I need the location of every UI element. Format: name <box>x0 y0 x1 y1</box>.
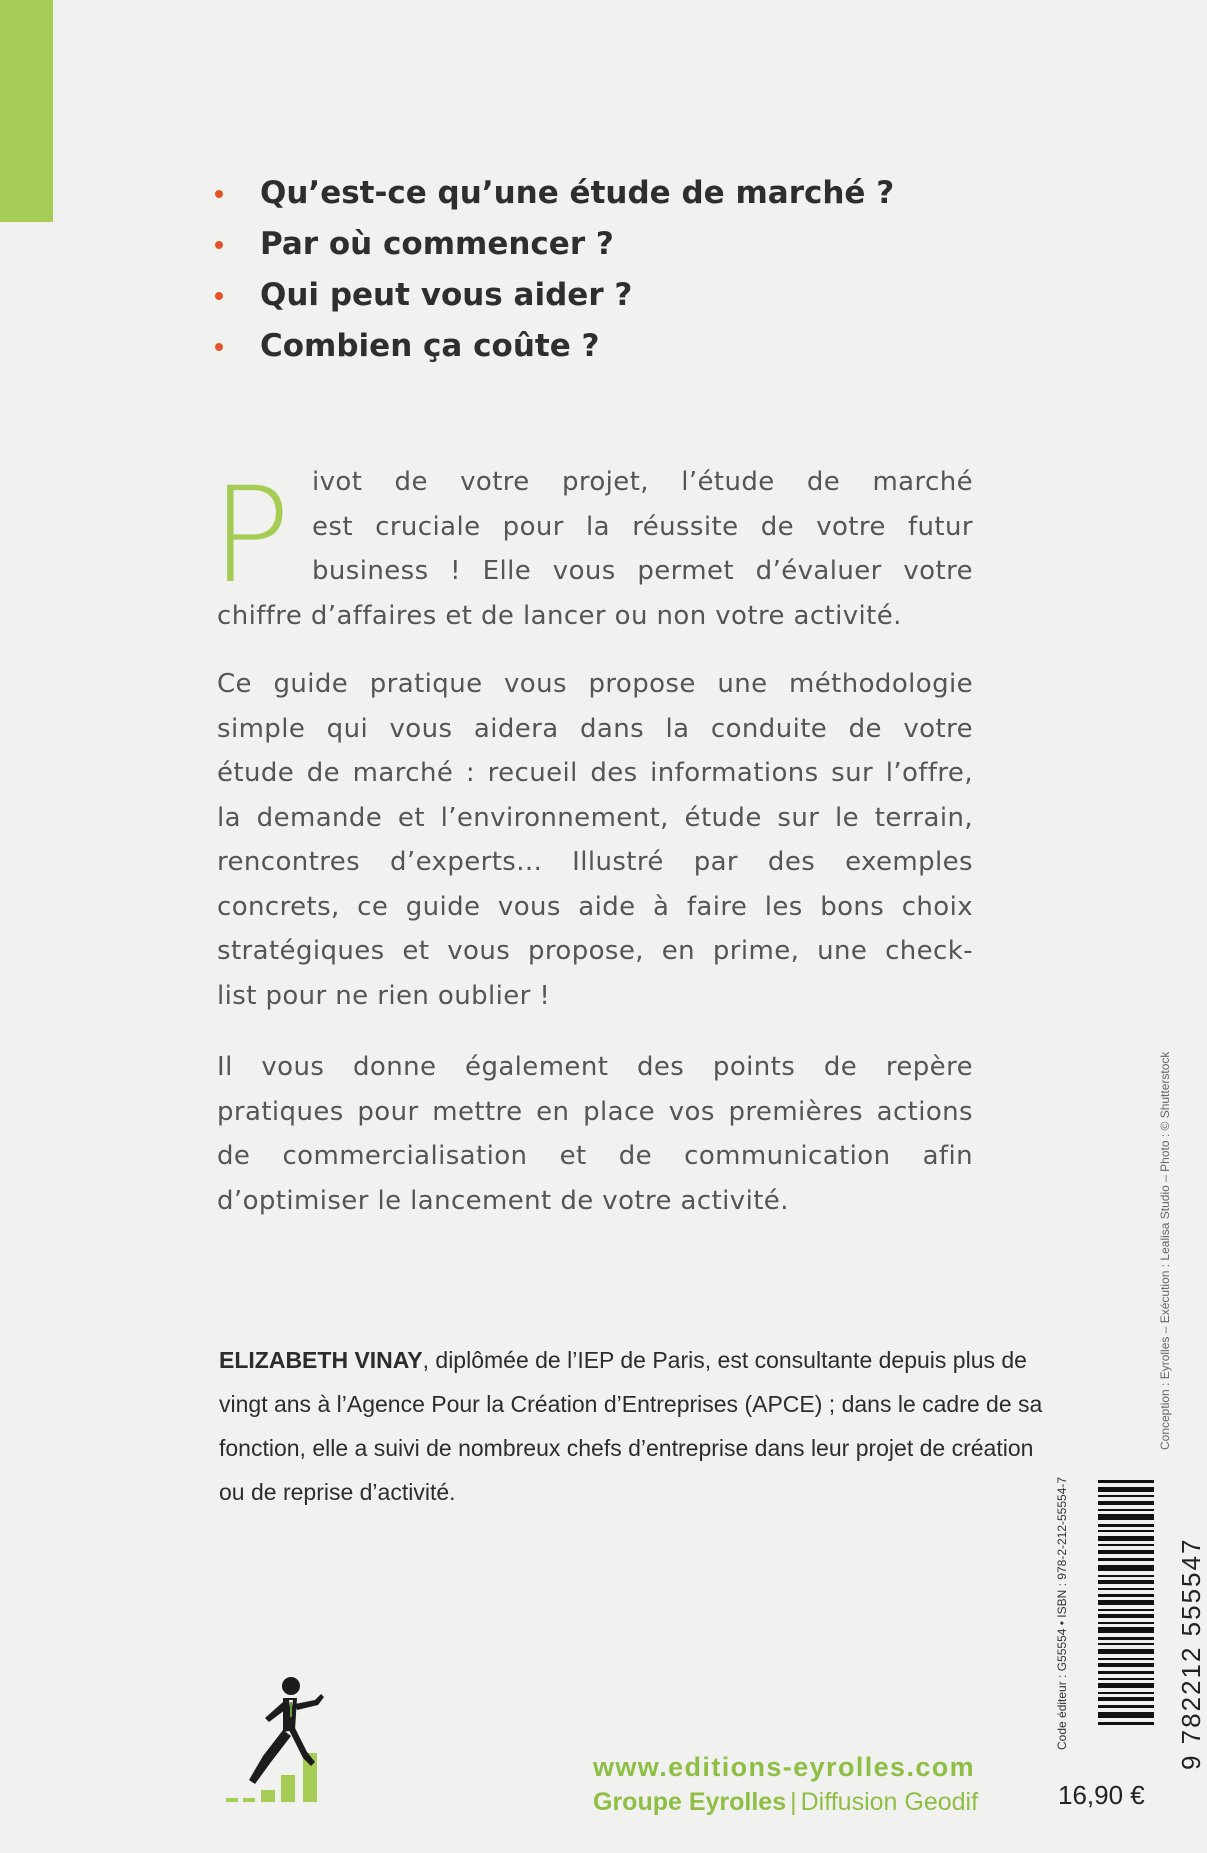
barcode-digits: 9 782212 555547 <box>1176 1537 1206 1770</box>
publisher-name: Groupe Eyrolles <box>593 1788 787 1816</box>
question-text: Combien ça coûte ? <box>260 328 600 364</box>
text-line: Ce guide pratique vous propose une méthodologie <box>217 669 973 699</box>
text-line: rencontres d’experts... Illustré par des exemples <box>217 847 973 877</box>
text-line: business ! Elle vous permet d’évaluer votre <box>312 556 973 586</box>
question-text: Qu’est-ce qu’une étude de marché ? <box>260 175 895 211</box>
text-line: la demande et l’environnement, étude sur le terrain, <box>217 802 973 833</box>
text-line: étude de marché : recueil des informations sur l’offre, <box>217 758 973 788</box>
actions-paragraph <box>217 1045 973 1223</box>
author-bio <box>219 1338 1043 1514</box>
text-line: simple qui vous aidera dans la conduite de votre <box>217 713 973 744</box>
price: 16,90 € <box>1058 1780 1145 1810</box>
publisher-website-link[interactable]: www.editions-eyrolles.com <box>593 1752 976 1782</box>
drop-cap-letter: P <box>211 459 291 613</box>
separator: | <box>790 1788 797 1816</box>
guide-paragraph <box>217 662 973 1018</box>
text-line: Il vous donne également des points de repère <box>217 1052 973 1082</box>
design-credit: Conception : Eyrolles – Exécution : Lealisa Studio – Photo : © Shutterstock <box>1158 1051 1172 1450</box>
text-line: stratégiques et vous propose, en prime, une check- <box>217 936 973 966</box>
text-line: ELIZABETH VINAY, diplômée de l’IEP de Paris, est consultante depuis plus de <box>219 1347 1027 1373</box>
question-text: Par où commencer ? <box>260 226 614 262</box>
text-line: concrets, ce guide vous aide à faire les bons choix <box>217 891 973 922</box>
bullet-dot-icon <box>215 241 223 249</box>
question-item <box>215 168 894 219</box>
bullet-dot-icon <box>215 190 223 198</box>
text-line: vingt ans à l’Agence Pour la Création d’Entreprises (APCE) ; dans le cadre de sa <box>219 1391 1043 1417</box>
text-line: ivot de votre projet, l’étude de marché <box>312 467 973 497</box>
text-line: pratiques pour mettre en place vos premières actions <box>217 1096 973 1127</box>
text-line: chiffre d’affaires et de lancer ou non votre activité. <box>217 600 902 631</box>
text-line: ou de reprise d’activité. <box>219 1479 456 1505</box>
green-corner-tab <box>0 0 53 222</box>
distributor-name: Diffusion Geodif <box>800 1788 979 1816</box>
text-line: est cruciale pour la réussite de votre futur <box>312 511 973 542</box>
text-line: de commercialisation et de communication afin <box>217 1141 973 1171</box>
publisher-line <box>593 1788 978 1817</box>
publisher-code: Code éditeur : G55554 • ISBN : 978-2-212-55554-7 <box>1055 1476 1069 1750</box>
bullet-dot-icon <box>215 292 223 300</box>
text-line: d’optimiser le lancement de votre activité. <box>217 1185 789 1216</box>
question-item <box>215 321 894 372</box>
text-line: fonction, elle a suivi de nombreux chefs d’entreprise dans leur projet de création <box>219 1435 1034 1461</box>
question-list <box>215 168 894 372</box>
question-item <box>215 219 894 270</box>
bullet-dot-icon <box>215 343 223 351</box>
author-name: ELIZABETH VINAY <box>219 1347 423 1373</box>
question-text: Qui peut vous aider ? <box>260 277 633 313</box>
climbing-man-logo-icon <box>225 1670 365 1810</box>
intro-paragraph <box>217 460 973 638</box>
text-line: list pour ne rien oublier ! <box>217 980 551 1011</box>
question-item <box>215 270 894 321</box>
